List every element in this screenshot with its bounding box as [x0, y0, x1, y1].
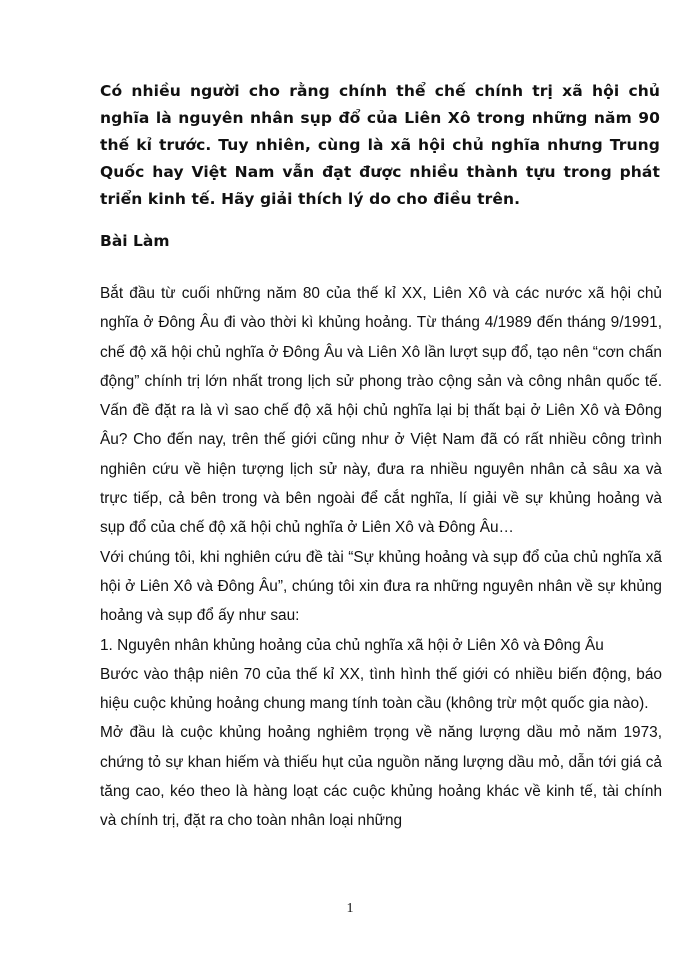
answer-body	[100, 279, 662, 836]
question-text: Có nhiều người cho rằng chính thể chế chính trị xã hội chủ nghĩa là nguyên nhân sụp đổ của Liên Xô trong những năm 90 thế kỉ trước. Tuy nhiên, cùng là xã hội chủ nghĩa nhưng Trung Quốc hay Việt Nam vẫn đạt được nhiều thành tựu trong phát triển kinh tế. Hãy giải thích lý do cho điều trên.	[100, 82, 660, 208]
paragraph-intro: Bắt đầu từ cuối những năm 80 của thế kỉ XX, Liên Xô và các nước xã hội chủ nghĩa ở Đông Âu đi vào thời kì khủng hoảng. Từ tháng 4/1989 đến tháng 9/1991, chế độ xã hội chủ nghĩa ở Đông Âu và Liên Xô lần lượt sụp đổ, tạo nên “cơn chấn động” chính trị lớn nhất trong lịch sử phong trào cộng sản và công nhân quốc tế. Vấn đề đặt ra là vì sao chế độ xã hội chủ nghĩa lại bị thất bại ở Liên Xô và Đông Âu? Cho đến nay, trên thế giới cũng như ở Việt Nam đã có rất nhiều công trình nghiên cứu về hiện tượng lịch sử này, đưa ra nhiều nguyên nhân cả sâu xa và trực tiếp, cả bên trong và bên ngoài để cắt nghĩa, lí giải về sự khủng hoảng và sụp đổ của chế độ xã hội chủ nghĩa ở Liên Xô và Đông Âu…	[100, 285, 662, 537]
paragraph-oil-crisis: Mở đầu là cuộc khủng hoảng nghiêm trọng về năng lượng dầu mỏ năm 1973, chứng tỏ sự khan hiếm và thiếu hụt của nguồn năng lượng dầu mỏ, dẫn tới giá cả tăng cao, kéo theo là hàng loạt các cuộc khủng hoảng khác về kinh tế, tài chính và chính trị, đặt ra cho toàn nhân loại những	[100, 724, 662, 830]
answer-heading: Bài Làm	[100, 232, 170, 250]
paragraph-research-topic: Với chúng tôi, khi nghiên cứu đề tài “Sự khủng hoảng và sụp đổ của chủ nghĩa xã hội ở Liên Xô và Đông Âu”, chúng tôi xin đưa ra những nguyên nhân về sự khủng hoảng và sụp đổ ấy như sau:	[100, 548, 662, 625]
page-number: 1	[346, 901, 354, 916]
section-heading-causes: 1. Nguyên nhân khủng hoảng của chủ nghĩa xã hội ở Liên Xô và Đông Âu	[100, 636, 604, 654]
paragraph-seventies: Bước vào thập niên 70 của thế kỉ XX, tình hình thế giới có nhiều biến động, báo hiệu cuộc khủng hoảng chung mang tính toàn cầu (không trừ một quốc gia nào).	[100, 665, 662, 713]
